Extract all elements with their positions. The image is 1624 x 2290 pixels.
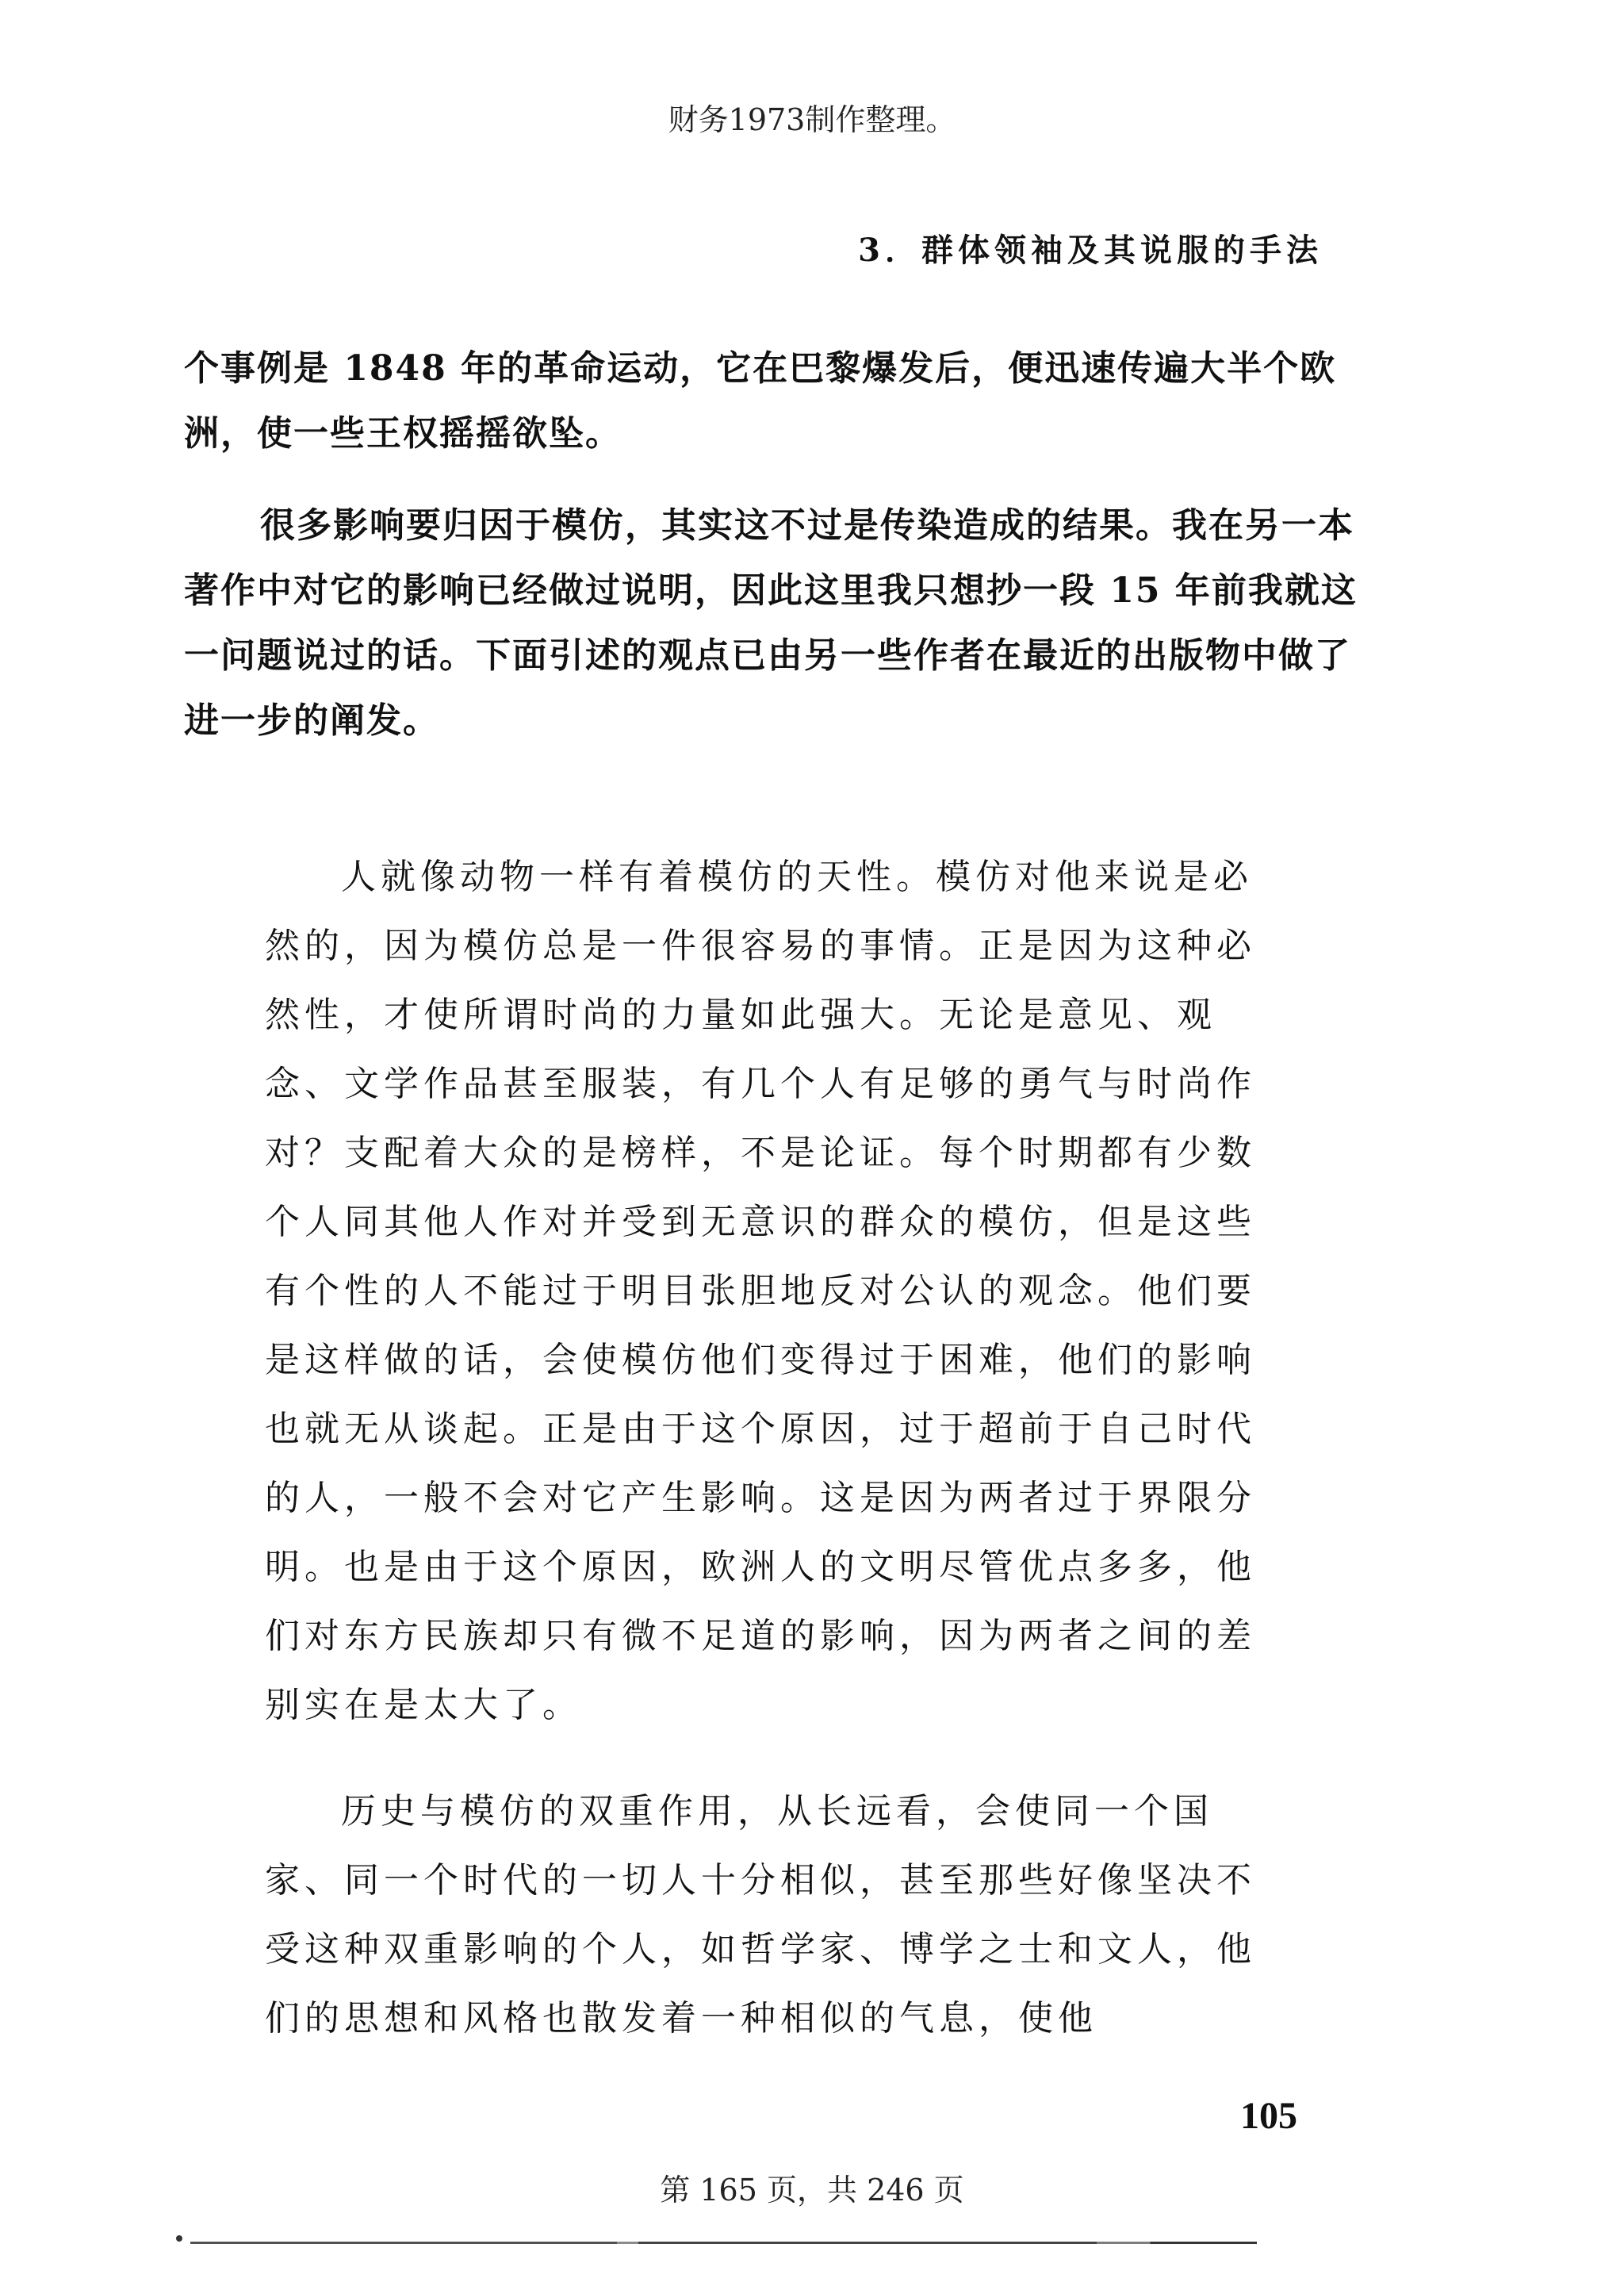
watermark-text: 财务1973制作整理。 [668,102,956,137]
page-footer: 第 165 页，共 246 页 [660,2173,964,2208]
body-paragraph-2: 很多影响要归因于模仿，其实这不过是传染造成的结果。我在另一本著作中对它的影响已经做过说明，因此这里我只想抄一段 15 年前我就这一问题说过的话。下面引述的观点已由另一些作者在最近的出版物中做了进一步的阐发。 [184,505,1358,741]
page-number: 105 [1240,2095,1297,2137]
running-header: 3．群体领袖及其说服的手法 [858,232,1323,269]
scan-artifact-line [190,2242,1257,2244]
scan-artifact-dot [176,2235,182,2242]
quote-paragraph-1: 人就像动物一样有着模仿的天性。模仿对他来说是必然的，因为模仿总是一件很容易的事情。正是因为这种必然性，才使所谓时尚的力量如此强大。无论是意见、观念、文学作品甚至服装，有几个人有足够的勇气与时尚作对？支配着大众的是榜样，不是论证。每个时期都有少数个人同其他人作对并受到无意识的群众的模仿，但是这些有个性的人不能过于明目张胆地反对公认的观念。他们要是这样做的话，会使模仿他们变得过于困难，他们的影响也就无从谈起。正是由于这个原因，过于超前于自己时代的人，一般不会对它产生影响。这是因为两者过于界限分明。也是由于这个原因，欧洲人的文明尽管优点多多，他们对东方民族却只有微不足道的影响，因为两者之间的差别实在是太大了。 [265,857,1256,1725]
quote-paragraph-2: 历史与模仿的双重作用，从长远看，会使同一个国家、同一个时代的一切人十分相似，甚至那些好像坚决不受这种双重影响的个人，如哲学家、博学之士和文人，他们的思想和风格也散发着一种相似的气息，使他 [265,1791,1256,2039]
body-paragraph-1: 个事例是 1848 年的革命运动，它在巴黎爆发后，便迅速传遍大半个欧洲，使一些王权摇摇欲坠。 [184,348,1337,454]
